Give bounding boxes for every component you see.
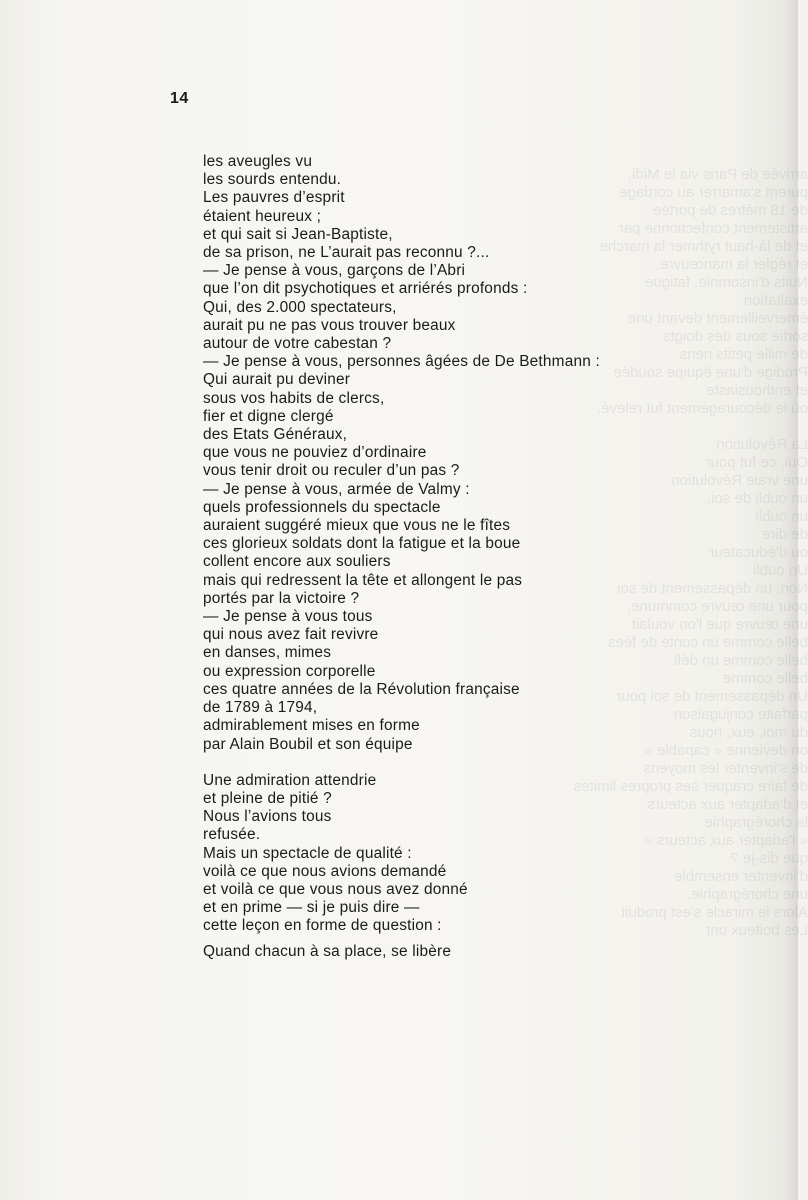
poem-line: admirablement mises en forme (203, 717, 420, 735)
poem-line: autour de votre cabestan ? (203, 335, 392, 353)
poem-line: des Etats Généraux, (203, 426, 348, 444)
poem-line: — Je pense à vous, armée de Valmy : (203, 480, 470, 498)
stanza-spacer (203, 754, 683, 772)
poem-line: ou expression corporelle (203, 662, 376, 680)
poem-line: et en prime — si je puis dire — (203, 899, 420, 917)
poem-line: et qui sait si Jean-Baptiste, (203, 225, 393, 243)
poem-line: Les pauvres d’esprit (203, 189, 345, 207)
poem-line: de sa prison, ne L’aurait pas reconnu ?... (203, 244, 490, 262)
poem-line: Nous l’avions tous (203, 808, 332, 826)
poem-line: collent encore aux souliers (203, 553, 391, 571)
poem-line: voilà ce que nous avions demandé (203, 862, 447, 880)
poem-line: de 1789 à 1794, (203, 699, 318, 717)
poem-line: Une admiration attendrie (203, 771, 377, 789)
poem-line: qui nous avez fait revivre (203, 626, 379, 644)
poem-line: les sourds entendu. (203, 171, 342, 189)
page-number: 14 (170, 90, 189, 107)
poem-line: Qui, des 2.000 spectateurs, (203, 298, 397, 316)
poem-line: — Je pense à vous, garçons de l’Abri (203, 262, 466, 280)
poem-line: que vous ne pouviez d’ordinaire (203, 444, 427, 462)
stanza-1 (203, 153, 683, 754)
poem-text (203, 153, 683, 961)
poem-line: ces quatre années de la Révolution française (203, 680, 520, 698)
poem-line: aurait pu ne pas vous trouver beaux (203, 316, 456, 334)
poem-line: vous tenir droit ou reculer d’un pas ? (203, 462, 460, 480)
poem-line: que l’on dit psychotiques et arriérés profonds : (203, 280, 528, 298)
poem-line: par Alain Boubil et son équipe (203, 735, 413, 753)
poem-line: portés par la victoire ? (203, 589, 360, 607)
poem-line: Qui aurait pu deviner (203, 371, 351, 389)
poem-line: sous vos habits de clercs, (203, 389, 385, 407)
stanza-spacer (203, 936, 683, 943)
poem-line: refusée. (203, 826, 261, 844)
poem-line: fier et digne clergé (203, 407, 334, 425)
poem-line: — Je pense à vous, personnes âgées de De Bethmann : (203, 353, 600, 371)
poem-line: et pleine de pitié ? (203, 789, 332, 807)
poem-line: étaient heureux ; (203, 207, 322, 225)
stanza-3 (203, 943, 683, 961)
page-edge-shadow (784, 0, 798, 1200)
poem-line: auraient suggéré mieux que vous ne le fîtes (203, 517, 511, 535)
poem-line: en danses, mimes (203, 644, 332, 662)
poem-line: Quand chacun à sa place, se libère (203, 942, 452, 960)
poem-line: — Je pense à vous tous (203, 608, 373, 626)
poem-line: cette leçon en forme de question : (203, 917, 442, 935)
poem-line: et voilà ce que vous nous avez donné (203, 880, 468, 898)
poem-line: les aveugles vu (203, 153, 313, 170)
poem-line: ces glorieux soldats dont la fatigue et la boue (203, 535, 521, 553)
stanza-2 (203, 772, 683, 936)
poem-line: quels professionnels du spectacle (203, 498, 441, 516)
poem-line: Mais un spectacle de qualité : (203, 844, 412, 862)
poem-line: mais qui redressent la tête et allongent le pas (203, 571, 523, 589)
show-through-text: de Paris via le Midi, s'amarrer au cordage de 18 mètres de portée artistement confectionné par et de là-haut rythmer la marche et régler la manœuvre. d'insomnie, fatigue exaltation émerveillement devant une sous des doigts de mille petits riens Prodige d'une équipe soudée et enthousiaste où le découragement fut relevé. La Révolution ce fut pour vraie Révolution un oubli de soi, un oubli de dire ou d'éducateur Un oubli un dépassement de soi une œuvre commune, œuvre que l'on voulait comme un conte de fées comme un défi comme Un dépassement de soi pour parfaite conjugaison du moi, eux, nous on devienne « capable » de s'inventer les moyens de faire craquer ses propres limites et d'adapter aux acteurs la chorégraphie : « l'adapter aux acteurs » dis-je ? d'inventer ensemble chorégraphie. le miracle s'est produit boiteux ont (573, 166, 808, 939)
